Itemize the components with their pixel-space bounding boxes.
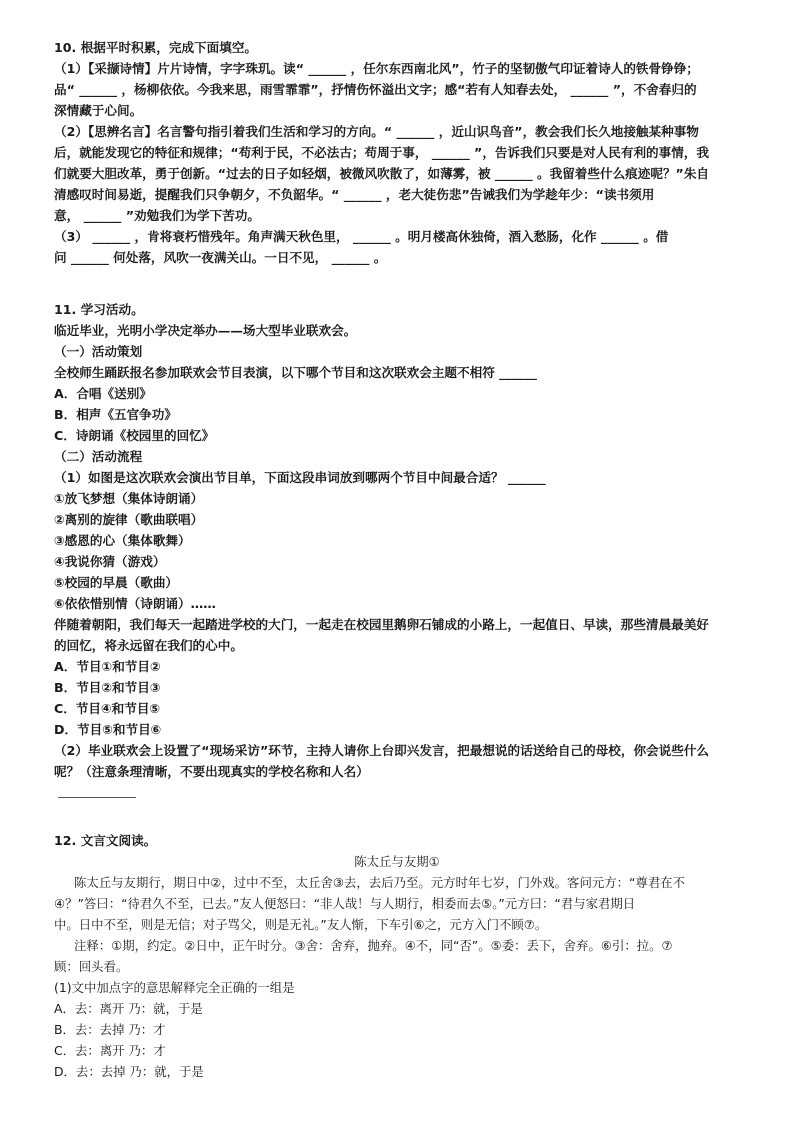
q11-line: 全校师生踊跃报名参加联欢会节目表演，以下哪个节目和这次联欢会主题不相符 ______ [54,365,537,380]
q10-line: （3） ______ ，肯将衰朽惜残年。角声满天秋色里， ______ 。明月楼高休独倚，酒入愁肠，化作 ______ 。借 [54,229,669,244]
q11-line: （2）毕业联欢会上设置了“现场采访”环节，主持人请你上台即兴发言，把最想说的话送给自己的母校，你会说些什么 [54,743,710,758]
passage-line: 陈太丘与友期行，期日中②，过中不至，太丘舍③去，去后乃至。元方时年七岁，门外戏。客问元方：“尊君在不 [74,875,685,890]
q11-option: C．节目④和节目⑤ [54,701,161,716]
q10-line: 意， ______ ”劝勉我们为学下苦功。 [54,208,260,223]
q11-option: A．合唱《送别》 [54,386,152,401]
passage-line: ④？”答曰：“待君久不至，已去。”友人便怒曰：“非人哉！与人期行，相委而去⑤。”元方曰：“君与家君期日 [54,896,636,911]
q12-option: B．去：去掉 乃：才 [54,1022,166,1037]
q11-line: （二）活动流程 [54,449,143,464]
q11-line: （一）活动策划 [54,344,143,359]
q12-option: D．去：去掉 乃：就，于是 [54,1064,204,1079]
program-item: ①放飞梦想（集体诗朗诵） [54,491,204,506]
q11-line: 呢？（注意条理清晰，不要出现真实的学校名称和人名） [54,764,369,779]
q10-line: （1）【采撷诗情】片片诗情，字字珠玑。读“ ______ ，任尔东西南北风”，竹子的坚韧傲气印证着诗人的铁骨铮铮； [54,61,699,76]
q12-option: A．去：离开 乃：就，于是 [54,1001,203,1016]
program-item: ⑥依依惜别情（诗朗诵）…… [54,596,216,611]
program-item: ④我说你猜（游戏） [54,554,166,569]
q10-line: （2）【思辨名言】名言警句指引着我们生活和学习的方向。“ ______ ，近山识鸟音”，教会我们长久地接触某种事物 [54,124,699,139]
q12-title: 12. 文言文阅读。 [54,833,157,848]
q10-line: 们就要大胆改革，勇于创新。“过去的日子如轻烟，被微风吹散了，如薄雾，被 ______ 。我留着些什么痕迹呢？”朱自 [54,166,710,181]
q11-line: （1）如图是这次联欢会演出节目单，下面这段串词放到哪两个节目中间最合适？ ______ [54,470,546,485]
passage-line: 中。日中不至，则是无信；对子骂父，则是无礼。”友人惭，下车引⑥之，元方入门不顾⑦。 [54,917,548,932]
answer-blank-line [58,797,136,798]
q11-line: 的回忆，将永远留在我们的心中。 [54,638,243,653]
q11-line: 伴随着朝阳，我们每天一起踏进学校的大门，一起走在校园里鹅卵石铺成的小路上，一起值日、早读，那些清晨最美好 [54,617,709,632]
program-item: ②离别的旋律（歌曲联唱） [54,512,204,527]
q11-option: C．诗朗诵《校园里的回忆》 [54,428,215,443]
q11-option: A．节目①和节目② [54,659,161,674]
program-item: ③感恩的心（集体歌舞） [54,533,191,548]
annotation-line: 注释：①期，约定。②日中，正午时分。③舍：舍弃，抛弃。④不，同“否”。⑤委：丢下，舍弃。⑥引：拉。⑦ [74,938,673,953]
q10-line: 后，就能发现它的特征和规律；“苟利于民，不必法古；苟周于事， ______ ”，告诉我们只要是对人民有利的事情，我 [54,145,710,160]
q10-title: 10. 根据平时积累，完成下面填空。 [54,40,258,55]
q11-option: B．相声《五官争功》 [54,407,177,422]
q10-line: 问 ______ 何处落，风吹一夜满关山。一日不见， ______ 。 [54,250,387,265]
program-item: ⑤校园的早晨（歌曲） [54,575,179,590]
q11-title: 11. 学习活动。 [54,302,144,317]
q10-line: 品“ ______ ，杨柳依依。今我来思，雨雪霏霏”，抒情伤怀溢出文字；感“若有人知春去处， ______ ”，不舍春归的 [54,82,697,97]
q11-option: B．节目②和节目③ [54,680,161,695]
passage-title: 陈太丘与友期① [354,854,440,869]
q11-option: D．节目⑤和节目⑥ [54,722,162,737]
annotation-line: 顾：回头看。 [54,959,129,974]
q10-line: 清感叹时间易逝，提醒我们只争朝夕，不负韶华。“ ______ ，老大徒伤悲”告诫我们为学趁年少：“读书须用 [54,187,655,202]
q12-option: C．去：离开 乃：才 [54,1043,166,1058]
q11-line: 临近毕业，光明小学决定举办——场大型毕业联欢会。 [54,323,357,338]
q10-line: 深情藏于心间。 [54,103,143,118]
q12-subquestion: (1)文中加点字的意思解释完全正确的一组是 [54,980,295,995]
